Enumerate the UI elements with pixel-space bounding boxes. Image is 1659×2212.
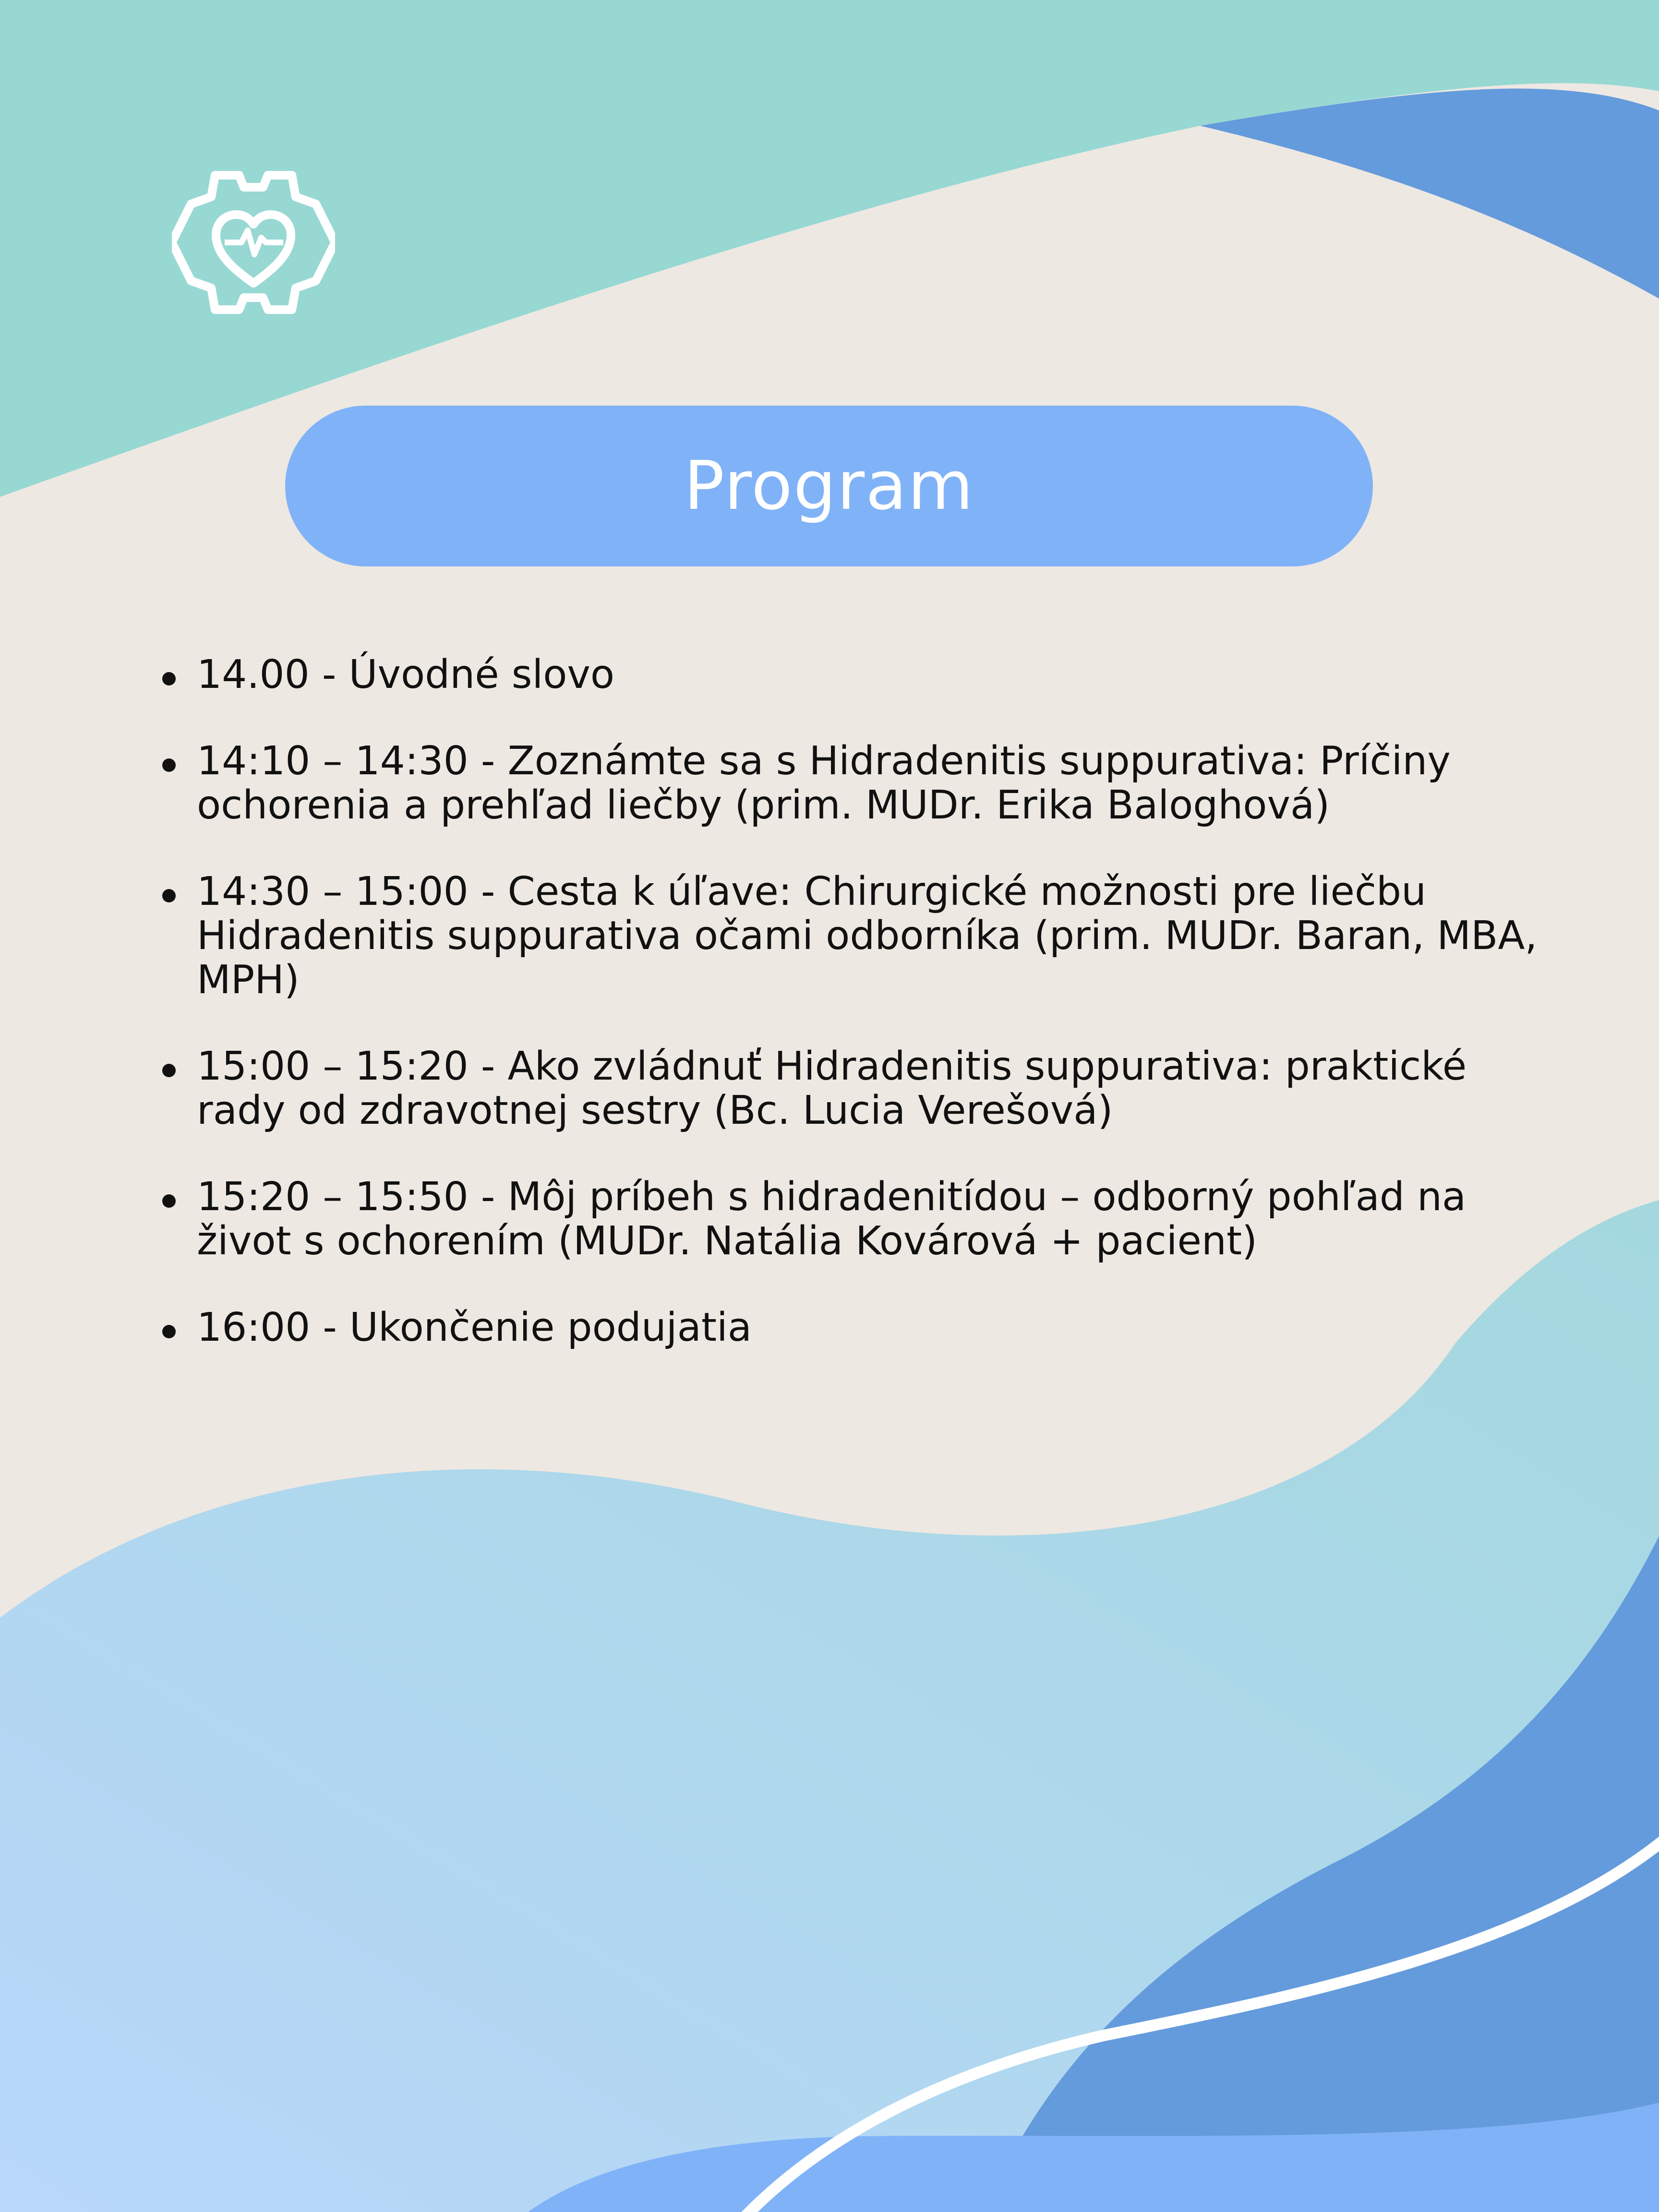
list-item — [158, 1045, 1560, 1133]
list-item-text: 14.00 - Úvodné slovo — [197, 652, 615, 697]
list-item-text: 16:00 - Ukončenie podujatia — [197, 1305, 752, 1350]
page-title: Program — [684, 447, 974, 525]
program-title-banner — [285, 406, 1373, 566]
heart-pulse-puzzle-icon — [172, 170, 335, 314]
bullet-icon — [162, 672, 176, 685]
list-item — [158, 870, 1560, 1002]
list-item — [158, 1175, 1560, 1263]
list-item-text: 14:30 – 15:00 - Cesta k úľave: Chirurgické možnosti pre liečbu Hidradenitis suppurativa očami odborníka (prim. MUDr. Baran, MBA, MPH) — [197, 869, 1538, 1003]
list-item — [158, 653, 1560, 697]
list-item — [158, 1306, 1560, 1350]
list-item-text: 15:20 – 15:50 - Môj príbeh s hidradenitídou – odborný pohľad na život s ochorením (MUDr. Natália Kovárová + pacient) — [197, 1174, 1467, 1264]
bullet-icon — [162, 1064, 176, 1077]
bullet-icon — [162, 889, 176, 902]
bullet-icon — [162, 1325, 176, 1338]
list-item-text: 15:00 – 15:20 - Ako zvládnuť Hidradenitis suppurativa: praktické rady od zdravotnej sestry (Bc. Lucia Verešová) — [197, 1044, 1467, 1133]
bullet-icon — [162, 758, 176, 772]
list-item — [158, 739, 1560, 828]
list-item-text: 14:10 – 14:30 - Zoznámte sa s Hidradenitis suppurativa: Príčiny ochorenia a prehľad liečby (prim. MUDr. Erika Baloghová) — [197, 738, 1451, 828]
top-blue-wave — [1200, 89, 1659, 299]
bullet-icon — [162, 1194, 176, 1208]
program-list — [158, 653, 1560, 1392]
